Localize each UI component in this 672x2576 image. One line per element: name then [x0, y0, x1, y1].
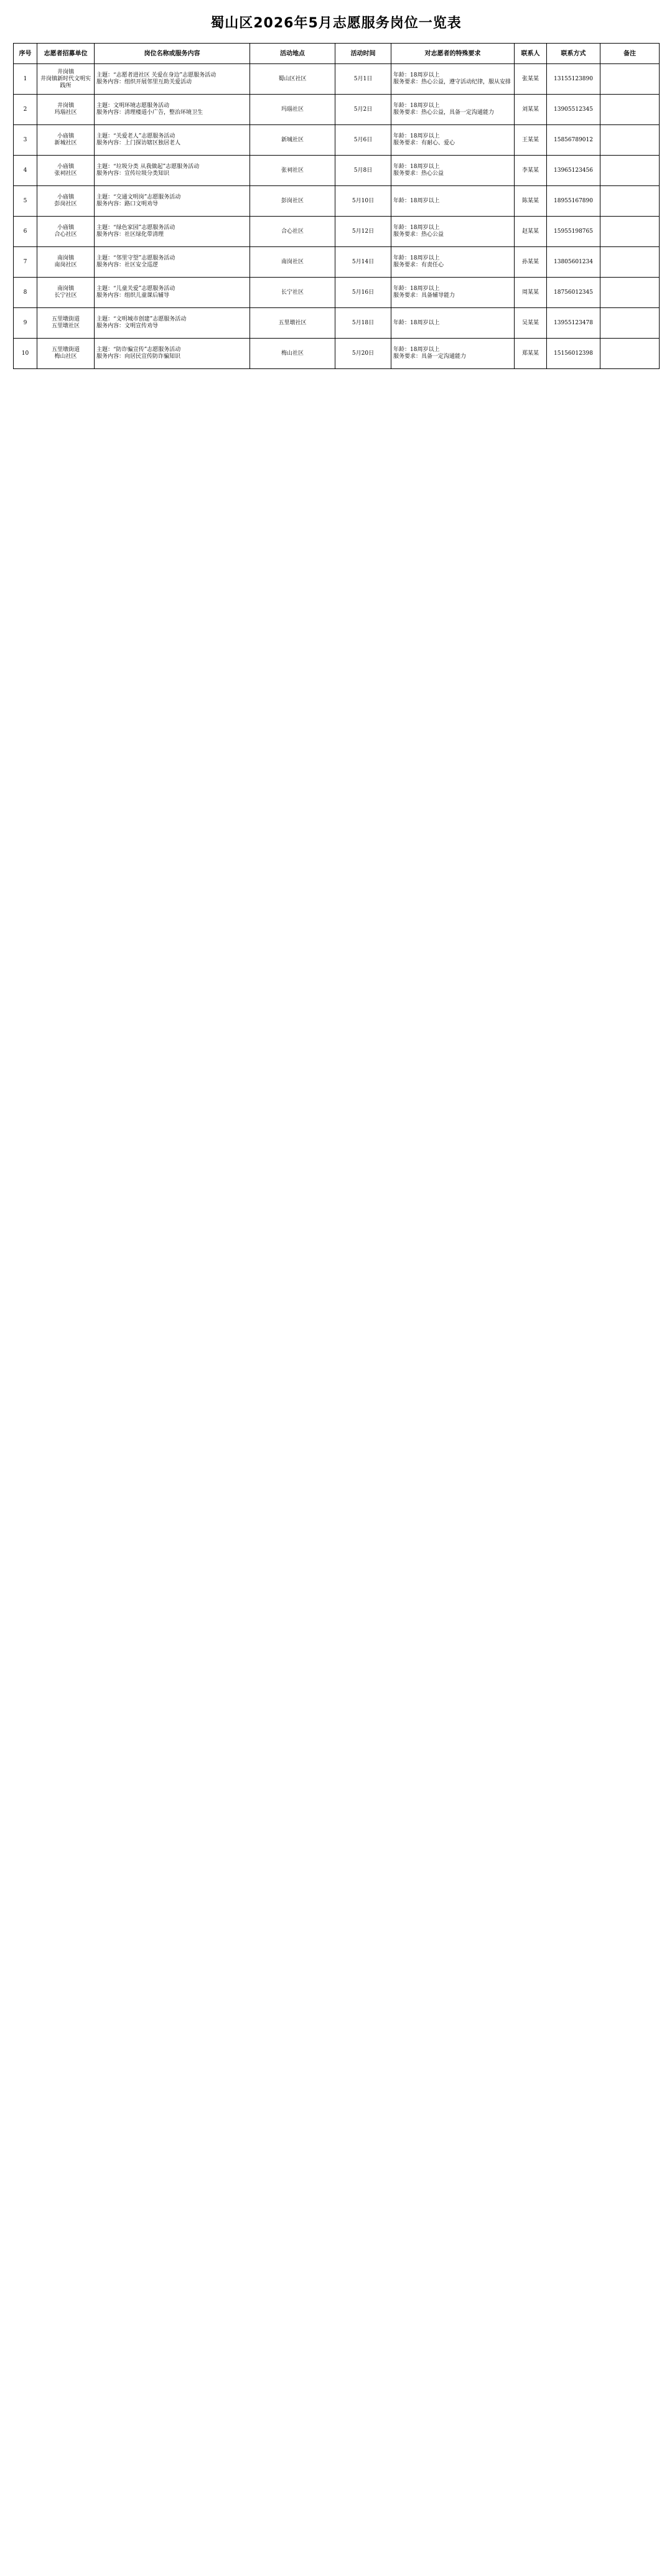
row-unit: 井岗镇 玛瑙社区 [37, 95, 95, 125]
row-requirement: 年龄：18周岁以上 服务要求：具备辅导能力 [391, 278, 515, 308]
row-phone: 15156012398 [547, 339, 600, 369]
row-requirement: 年龄：18周岁以上 服务要求：具备一定沟通能力 [391, 339, 515, 369]
row-no: 2 [14, 95, 37, 125]
header-no: 序号 [14, 44, 37, 64]
row-place: 南岗社区 [250, 247, 335, 278]
table-row [14, 64, 660, 95]
row-phone: 15856789012 [547, 125, 600, 156]
row-phone: 13965123456 [547, 156, 600, 186]
row-place: 蜀山区社区 [250, 64, 335, 95]
row-unit: 南岗镇 长宁社区 [37, 278, 95, 308]
row-no: 5 [14, 186, 37, 217]
row-contact: 李某某 [515, 156, 547, 186]
row-no: 3 [14, 125, 37, 156]
header-time: 活动时间 [335, 44, 391, 64]
row-time: 5月1日 [335, 64, 391, 95]
row-phone: 15955198765 [547, 217, 600, 247]
row-place: 梅山社区 [250, 339, 335, 369]
row-unit: 小庙镇 新城社区 [37, 125, 95, 156]
row-contact: 赵某某 [515, 217, 547, 247]
row-content: 主题：“文明城市创建”志愿服务活动 服务内容：文明宣传劝导 [95, 308, 250, 339]
row-no: 10 [14, 339, 37, 369]
page-title: 蜀山区2026年5月志愿服务岗位一览表 [210, 16, 462, 31]
table-row [14, 156, 660, 186]
row-content: 主题：“儿童关爱”志愿服务活动 服务内容：组织儿童课后辅导 [95, 278, 250, 308]
row-phone: 13155123890 [547, 64, 600, 95]
row-requirement: 年龄：18周岁以上 [391, 308, 515, 339]
row-contact: 王某某 [515, 125, 547, 156]
row-note [600, 64, 660, 95]
row-no: 9 [14, 308, 37, 339]
row-time: 5月14日 [335, 247, 391, 278]
header-unit: 志愿者招募单位 [37, 44, 95, 64]
header-phone: 联系方式 [547, 44, 600, 64]
row-time: 5月16日 [335, 278, 391, 308]
row-unit: 小庙镇 合心社区 [37, 217, 95, 247]
row-phone: 13905512345 [547, 95, 600, 125]
row-note [600, 95, 660, 125]
row-time: 5月6日 [335, 125, 391, 156]
row-requirement: 年龄：18周岁以上 服务要求：有耐心、爱心 [391, 125, 515, 156]
row-content: 主题：“邻里守望”志愿服务活动 服务内容：社区安全巡逻 [95, 247, 250, 278]
row-place: 合心社区 [250, 217, 335, 247]
row-time: 5月8日 [335, 156, 391, 186]
table-header-row [14, 44, 660, 64]
row-no: 1 [14, 64, 37, 95]
row-requirement: 年龄：18周岁以上 服务要求：热心公益 [391, 156, 515, 186]
row-note [600, 125, 660, 156]
row-content: 主题：文明环境志愿服务活动 服务内容：清理楼道小广告，整治环境卫生 [95, 95, 250, 125]
row-note [600, 339, 660, 369]
row-no: 6 [14, 217, 37, 247]
row-note [600, 186, 660, 217]
row-requirement: 年龄：18周岁以上 服务要求：热心公益，具备一定沟通能力 [391, 95, 515, 125]
row-phone: 13805601234 [547, 247, 600, 278]
table-row [14, 125, 660, 156]
row-time: 5月2日 [335, 95, 391, 125]
row-contact: 吴某某 [515, 308, 547, 339]
row-no: 7 [14, 247, 37, 278]
row-no: 4 [14, 156, 37, 186]
row-place: 新城社区 [250, 125, 335, 156]
table-row [14, 339, 660, 369]
row-time: 5月10日 [335, 186, 391, 217]
row-phone: 18955167890 [547, 186, 600, 217]
row-time: 5月12日 [335, 217, 391, 247]
row-requirement: 年龄：18周岁以上 [391, 186, 515, 217]
row-contact: 周某某 [515, 278, 547, 308]
row-place: 张祠社区 [250, 156, 335, 186]
row-contact: 刘某某 [515, 95, 547, 125]
row-unit: 井岗镇 井岗镇新时代文明实践所 [37, 64, 95, 95]
row-unit: 五里墩街道 五里墩社区 [37, 308, 95, 339]
row-unit: 五里墩街道 梅山社区 [37, 339, 95, 369]
row-phone: 13955123478 [547, 308, 600, 339]
row-note [600, 156, 660, 186]
row-phone: 18756012345 [547, 278, 600, 308]
row-place: 五里墩社区 [250, 308, 335, 339]
header-content: 岗位名称或服务内容 [95, 44, 250, 64]
table-row [14, 217, 660, 247]
row-contact: 孙某某 [515, 247, 547, 278]
row-place: 玛瑙社区 [250, 95, 335, 125]
header-contact: 联系人 [515, 44, 547, 64]
header-note: 备注 [600, 44, 660, 64]
row-content: 主题：“绿色家园”志愿服务活动 服务内容：社区绿化带清理 [95, 217, 250, 247]
row-place: 彭岗社区 [250, 186, 335, 217]
row-note [600, 308, 660, 339]
table-row [14, 278, 660, 308]
table-row [14, 186, 660, 217]
row-place: 长宁社区 [250, 278, 335, 308]
row-time: 5月18日 [335, 308, 391, 339]
row-contact: 张某某 [515, 64, 547, 95]
row-contact: 陈某某 [515, 186, 547, 217]
row-unit: 小庙镇 彭岗社区 [37, 186, 95, 217]
row-content: 主题：“志愿者进社区 关爱在身边”志愿服务活动 服务内容：组织开展邻里互助关爱活动 [95, 64, 250, 95]
header-requirement: 对志愿者的特殊要求 [391, 44, 515, 64]
row-contact: 郑某某 [515, 339, 547, 369]
volunteer-table [13, 43, 660, 369]
row-content: 主题：“交通文明岗”志愿服务活动 服务内容：路口文明劝导 [95, 186, 250, 217]
row-note [600, 278, 660, 308]
row-content: 主题：“垃圾分类 从我做起”志愿服务活动 服务内容：宣传垃圾分类知识 [95, 156, 250, 186]
table-row [14, 247, 660, 278]
row-unit: 南岗镇 南岗社区 [37, 247, 95, 278]
row-unit: 小庙镇 张祠社区 [37, 156, 95, 186]
row-no: 8 [14, 278, 37, 308]
row-note [600, 217, 660, 247]
row-requirement: 年龄：18周岁以上 服务要求：有责任心 [391, 247, 515, 278]
row-note [600, 247, 660, 278]
row-time: 5月20日 [335, 339, 391, 369]
row-content: 主题：“防诈骗宣传”志愿服务活动 服务内容：向居民宣传防诈骗知识 [95, 339, 250, 369]
row-content: 主题：“关爱老人”志愿服务活动 服务内容：上门探访辖区独居老人 [95, 125, 250, 156]
row-requirement: 年龄：18周岁以上 服务要求：热心公益，遵守活动纪律，服从安排 [391, 64, 515, 95]
header-place: 活动地点 [250, 44, 335, 64]
table-row [14, 95, 660, 125]
table-row [14, 308, 660, 339]
row-requirement: 年龄：18周岁以上 服务要求：热心公益 [391, 217, 515, 247]
